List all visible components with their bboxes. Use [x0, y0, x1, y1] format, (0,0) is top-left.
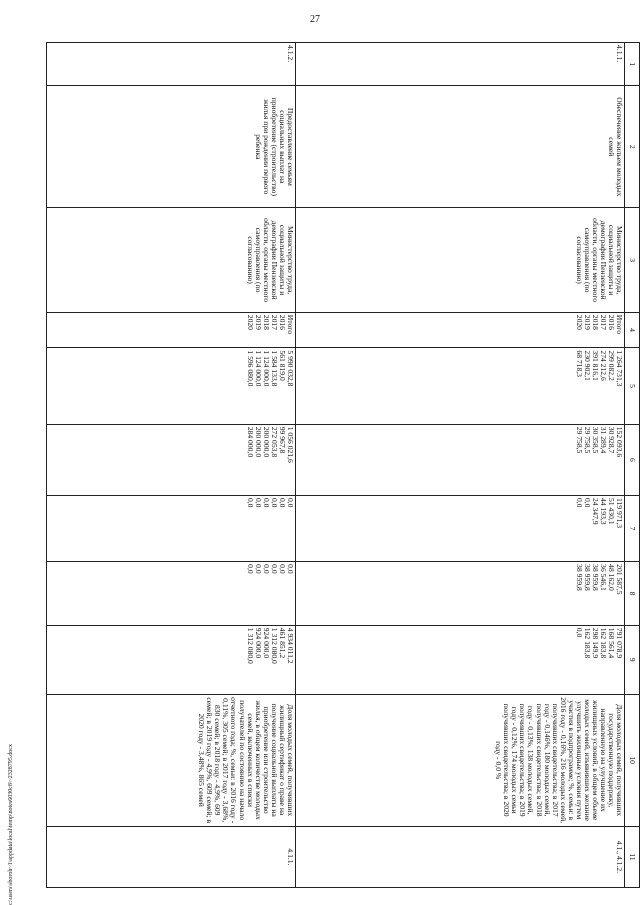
value: 24 347,9: [590, 497, 600, 525]
value: 0,0: [269, 564, 279, 574]
value: 200 000,0: [253, 426, 263, 458]
value: 68 718,3: [574, 350, 584, 377]
row-number: 4.1.1.: [295, 43, 624, 86]
year-label: 2017: [598, 314, 608, 330]
header-cell: 7: [625, 495, 640, 561]
value: 1 056 021,6: [285, 426, 295, 463]
total-funding-cell: [47, 348, 296, 424]
value: 119 971,3: [615, 497, 624, 529]
row-number: 4.1.2.: [47, 43, 296, 86]
header-cell: 11: [625, 826, 640, 887]
value: 48 162,0: [606, 564, 616, 591]
value: 29 758,5: [582, 426, 592, 454]
value: 0,0: [245, 564, 255, 574]
year-label: 2017: [269, 314, 279, 330]
value: 1 124 000,0: [261, 350, 271, 387]
value: 284 000,0: [245, 426, 255, 458]
federal-funding-cell: [295, 495, 624, 561]
value: 201 587,5: [615, 564, 624, 595]
value: 29 758,5: [574, 426, 584, 454]
header-cell: 9: [625, 625, 640, 694]
rotated-table-container: [46, 42, 640, 888]
link-cell: 4.1., 4.1.2.: [295, 826, 624, 887]
value: 0,0: [574, 627, 584, 638]
header-cell: 10: [625, 694, 640, 826]
year-label: 2018: [590, 314, 600, 330]
footer-file-path: c:\users\sboroh~1\appdata\local\temp\notes6030c8\~2328795.docx: [8, 744, 14, 905]
value: 51 430,1: [606, 497, 616, 525]
value: 30 358,5: [590, 426, 600, 454]
header-cell: 1: [625, 43, 640, 86]
value: 152 093,6: [615, 426, 624, 458]
value: 99 967,8: [277, 426, 287, 454]
value: 38 959,8: [574, 564, 584, 591]
value: 162 183,8: [598, 627, 608, 659]
years-cell: [47, 312, 296, 348]
value: 38 959,8: [590, 564, 600, 591]
value: 1 596 080,0: [245, 350, 255, 387]
value: 0,0: [277, 564, 287, 574]
value: 272 053,8: [269, 426, 279, 458]
table-row: [47, 43, 296, 888]
header-cell: 2: [625, 86, 640, 208]
header-cell: 6: [625, 424, 640, 495]
value: 168 561,4: [606, 627, 616, 659]
year-label: 2016: [277, 314, 287, 330]
value: 0,0: [285, 564, 295, 574]
executor: Министерство труда, социальной защиты и демографии Пензенской области, органы местного самоуправления (по согласованию): [295, 208, 624, 312]
year-label: 2018: [261, 314, 271, 330]
year-label: 2020: [245, 314, 255, 330]
header-row: [625, 43, 640, 888]
value: 230 902,1: [582, 350, 592, 381]
header-cell: 8: [625, 562, 640, 626]
header-cell: 5: [625, 348, 640, 424]
table-row: [295, 43, 624, 888]
value: 0,0: [269, 497, 279, 508]
year-label: Итого: [285, 314, 295, 334]
page-number: 27: [310, 14, 320, 25]
years-cell: [295, 312, 624, 348]
value: 5 990 032,8: [285, 350, 295, 387]
value: 0,0: [261, 564, 271, 574]
year-label: Итого: [615, 314, 624, 334]
value: 1 312 080,0: [245, 627, 255, 664]
indicator-text: Доля молодых семей, получивших государственную поддержку, направленную на улучшение их жилищных условий, в общем объеме молодых семей, изъявивших желание улучшить жилищные условия путем участия в подпрограмме; %, семьи: в 2016 году - 0,16%, 216 молодых семей, получивших свидетельства; в 2017 году - 0,146%, 180 молодых семей, получивших свидетельства; в 2018 году - 0,13%, 138 молодых семей, получивших свидетельства; в 2019 году - 0,12%, 174 молодых семьи получивших свидетельства; в 2020 году - 0,0 %: [295, 694, 624, 826]
value: 924 000,0: [253, 627, 263, 659]
value: 461 851,2: [277, 627, 287, 659]
value: 0,0: [277, 497, 287, 508]
value: 0,0: [253, 564, 263, 574]
value: 924 000,0: [261, 627, 271, 659]
local-funding-cell: [295, 562, 624, 626]
executor: Министерство труда, социальной защиты и демографии Пензенской области, органы местного самоуправления (по согласованию): [47, 208, 296, 312]
value: 0,0: [582, 497, 592, 508]
local-funding-cell: [47, 562, 296, 626]
value: 162 183,8: [582, 627, 592, 659]
value: 0,0: [261, 497, 271, 508]
regional-funding-cell: [47, 424, 296, 495]
value: 38 959,8: [582, 564, 592, 591]
indicator-text: Доля молодых семей, получивших жилищный сертификат о праве на получение социальной выплаты на приобретение или строительство жилья, в общем количестве молодых семей, включенных в списки получателей по состоянию на начало отчетного года; %, семьи: в 2016 году - 0,11%, 305 семей; в 2017 году - 3,68%, 830 семей; в 2018 году - 4,9%, 609 семей; в 2019 году - 4,9%, 609 семей; в 2020 году - 3,48%, 865 семей: [47, 694, 296, 826]
year-label: 2019: [582, 314, 592, 330]
value: 31 289,4: [598, 426, 608, 454]
year-label: 2019: [253, 314, 263, 330]
measure-name: Обеспечение жильем молодых семей: [295, 86, 624, 208]
other-funding-cell: [47, 625, 296, 694]
value: 44 193,3: [598, 497, 608, 525]
value: 1 264 731,3: [615, 350, 624, 387]
value: 298 149,9: [590, 627, 600, 659]
header-cell: 4: [625, 312, 640, 348]
value: 391 816,1: [590, 350, 600, 381]
total-funding-cell: [295, 348, 624, 424]
year-label: 2016: [606, 314, 616, 330]
value: 0,0: [285, 497, 295, 508]
value: 791 078,9: [615, 627, 624, 659]
value: 36 546,1: [598, 564, 608, 591]
value: 0,0: [253, 497, 263, 508]
value: 0,0: [245, 497, 255, 508]
value: 299 082,2: [606, 350, 616, 381]
regional-funding-cell: [295, 424, 624, 495]
value: 274 212,6: [598, 350, 608, 381]
federal-funding-cell: [47, 495, 296, 561]
value: 30 928,7: [606, 426, 616, 454]
value: 1 124 000,0: [253, 350, 263, 387]
measure-name: Предоставление семьям социальных выплат на приобретение (строительство) жилья при рождении первого ребенка: [47, 86, 296, 208]
value: 1 312 080,0: [269, 627, 279, 664]
value: 0,0: [574, 497, 584, 508]
header-cell: 3: [625, 208, 640, 312]
program-table: [46, 42, 640, 888]
value: 561 819,0: [277, 350, 287, 381]
other-funding-cell: [295, 625, 624, 694]
link-cell: 4.1.1.: [47, 826, 296, 887]
value: 1 584 133,8: [269, 350, 279, 387]
value: 200 000,0: [261, 426, 271, 458]
year-label: 2020: [574, 314, 584, 330]
value: 4 934 011,2: [285, 627, 295, 664]
